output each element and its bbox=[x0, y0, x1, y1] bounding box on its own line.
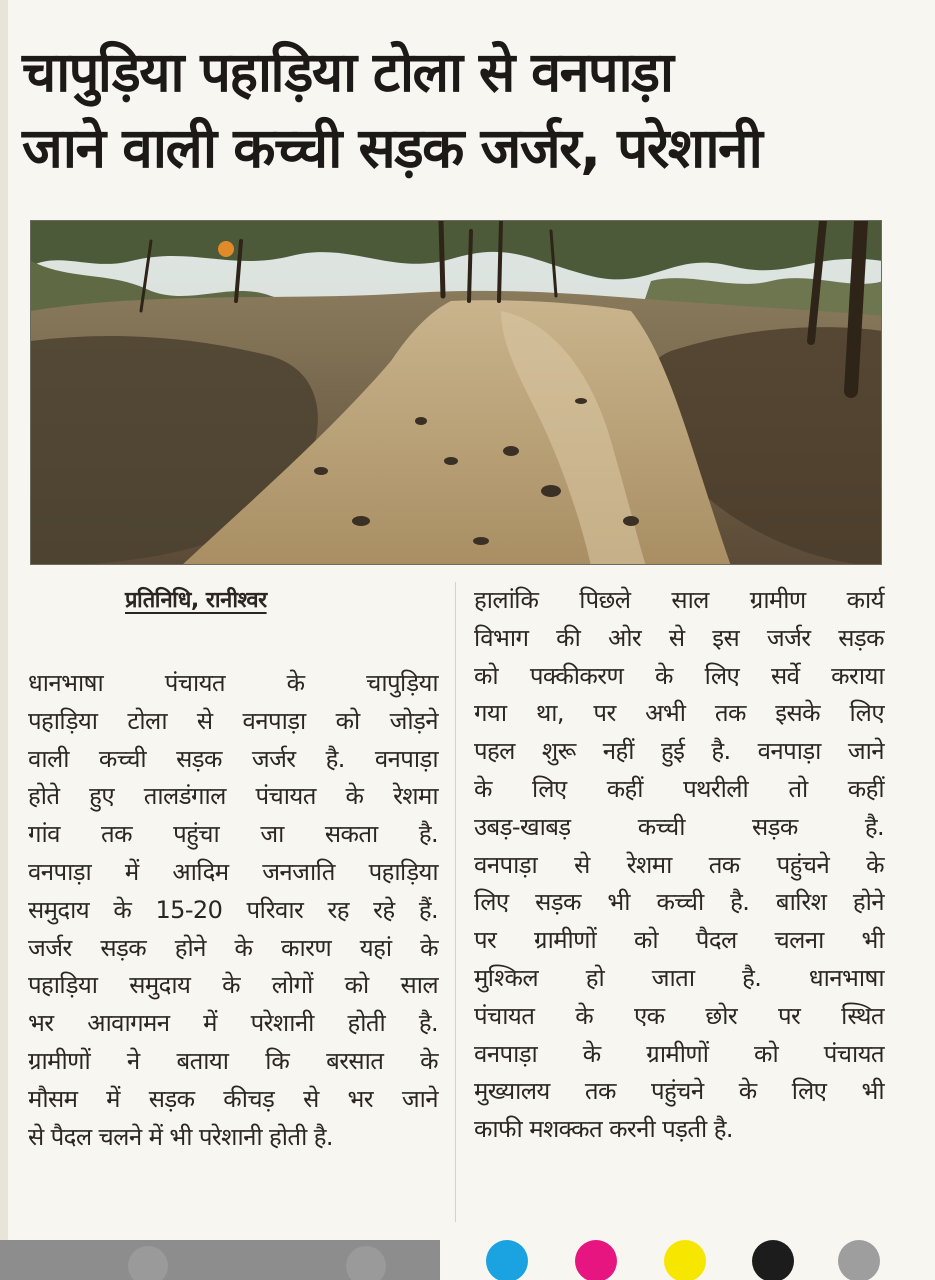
text-line: हालांकि पिछले साल ग्रामीण कार्य bbox=[474, 586, 884, 614]
print-margin-circle bbox=[346, 1246, 386, 1280]
registration-mark-cyan bbox=[486, 1240, 528, 1280]
article-right-column bbox=[474, 582, 884, 1149]
registration-mark-magenta bbox=[575, 1240, 617, 1280]
text-line: गया था, पर अभी तक इसके लिए bbox=[474, 699, 884, 728]
text-line: उबड़-खाबड़ कच्ची सड़क है. bbox=[474, 812, 884, 841]
text-line: वनपाड़ा के ग्रामीणों को पंचायत bbox=[474, 1039, 884, 1068]
registration-mark-black bbox=[752, 1240, 794, 1280]
text-line: को पक्कीकरण के लिए सर्वे कराया bbox=[474, 661, 884, 690]
text-line: विभाग की ओर से इस जर्जर सड़क bbox=[474, 623, 884, 652]
text-line: ग्रामीणों ने बताया कि बरसात के bbox=[28, 1046, 438, 1075]
road-photo bbox=[30, 220, 882, 565]
text-line: वाली कच्ची सड़क जर्जर है. वनपाड़ा bbox=[28, 744, 438, 773]
text-line: मुख्यालय तक पहुंचने के लिए भी bbox=[474, 1077, 884, 1106]
road-photo-image bbox=[31, 221, 882, 565]
text-line: भर आवागमन में परेशानी होती है. bbox=[28, 1009, 438, 1038]
text-line: पहाड़िया टोला से वनपाड़ा को जोड़ने bbox=[28, 706, 438, 735]
headline-line-2: जाने वाली कच्ची सड़क जर्जर, परेशानी bbox=[22, 116, 762, 180]
text-line: वनपाड़ा से रेशमा तक पहुंचने के bbox=[474, 850, 884, 879]
text-line: मौसम में सड़क कीचड़ से भर जाने bbox=[28, 1084, 438, 1113]
text-line: होते हुए तालडंगाल पंचायत के रेशमा bbox=[28, 782, 438, 811]
registration-mark-gray bbox=[838, 1240, 880, 1280]
article-left-column bbox=[28, 665, 438, 1156]
registration-mark-yellow bbox=[664, 1240, 706, 1280]
text-line: लिए सड़क भी कच्ची है. बारिश होने bbox=[474, 888, 884, 917]
text-line: के लिए कहीं पथरीली तो कहीं bbox=[474, 774, 884, 803]
text-line: से पैदल चलने में भी परेशानी होती है. bbox=[28, 1122, 333, 1151]
text-line: पर ग्रामीणों को पैदल चलना भी bbox=[474, 926, 884, 955]
text-line: मुश्किल हो जाता है. धानभाषा bbox=[474, 963, 884, 992]
text-line: काफी मशक्कत करनी पड़ती है. bbox=[474, 1115, 733, 1144]
column-divider bbox=[455, 582, 456, 1222]
text-line: गांव तक पहुंचा जा सकता है. bbox=[28, 820, 438, 849]
page-edge bbox=[0, 0, 8, 1280]
text-line: पहल शुरू नहीं हुई है. वनपाड़ा जाने bbox=[474, 737, 884, 766]
byline: प्रतिनिधि, रानीश्वर bbox=[125, 588, 267, 613]
text-line: धानभाषा पंचायत के चापुड़िया bbox=[28, 669, 438, 697]
headline-line-1: चापुड़िया पहाड़िया टोला से वनपाड़ा bbox=[22, 40, 673, 104]
text-line: पहाड़िया समुदाय के लोगों को साल bbox=[28, 971, 438, 1000]
text-line: जर्जर सड़क होने के कारण यहां के bbox=[28, 933, 438, 962]
text-line: वनपाड़ा में आदिम जनजाति पहाड़िया bbox=[28, 857, 438, 886]
headline bbox=[22, 34, 902, 186]
text-line: पंचायत के एक छोर पर स्थित bbox=[474, 1001, 884, 1030]
print-margin-circle bbox=[128, 1246, 168, 1280]
text-line: समुदाय के 15-20 परिवार रह रहे हैं. bbox=[28, 895, 438, 924]
